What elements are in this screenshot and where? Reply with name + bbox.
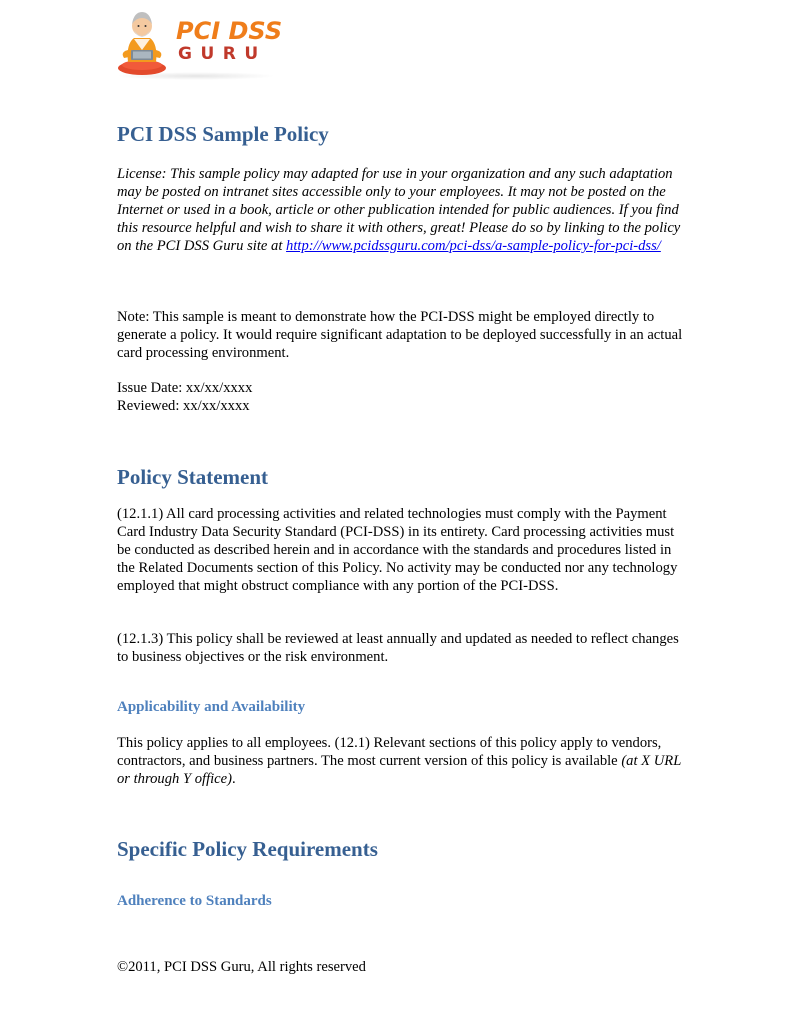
guru-figure-icon [114, 6, 172, 78]
policy-statement-heading: Policy Statement [117, 465, 269, 489]
adherence-heading: Adherence to Standards [117, 893, 272, 909]
logo-title: PCI DSS [176, 17, 283, 45]
applicability-location: (at X URL or through Y office) [117, 753, 682, 787]
applicability-text: This policy applies to all employees. (12.1) Relevant sections of this policy apply to vendors, contractors, and business partners. The most current version of this policy is available [117, 735, 662, 769]
reviewed-date: Reviewed: xx/xx/xxxx [117, 398, 250, 414]
issue-date: Issue Date: xx/xx/xxxx [117, 380, 253, 396]
policy-statement-paragraph-2: (12.1.3) This policy shall be reviewed at least annually and updated as needed to reflect changes to business objectives or the risk environment. [117, 631, 679, 665]
logo-subtitle: GURU [178, 44, 267, 64]
policy-statement-paragraph-1: (12.1.1) All card processing activities and related technologies must comply with the Payment Card Industry Data Security Standard (PCI-DSS) in its entirety. Card processing activities must be conducted as described herein and in accordance with the standards and procedures listed in the Related Documents section of this Policy. No activity may be conducted nor any technology employed that might obstruct compliance with any portion of the PCI-DSS. [117, 506, 678, 594]
copyright-footer: ©2011, PCI DSS Guru, All rights reserved [117, 959, 366, 975]
specific-requirements-heading: Specific Policy Requirements [117, 837, 378, 861]
note-paragraph: Note: This sample is meant to demonstrate how the PCI-DSS might be employed directly to generate a policy. It would require significant adaptation to be deployed successfully in an actual card processing environment. [117, 309, 683, 361]
license-text: License: This sample policy may adapted for use in your organization and any such adaptation may be posted on intranet sites accessible only to your employees. It may not be posted on the Internet or used in a book, article or other publication intended for public audiences. If you find this resource helpful and wish to share it with others, great! Please do so by linking to the policy on the PCI DSS Guru site at [117, 166, 681, 254]
license-paragraph [117, 165, 687, 255]
license-link[interactable]: http://www.pcidssguru.com/pci-dss/a-sample-policy-for-pci-dss/ [286, 238, 661, 254]
applicability-heading: Applicability and Availability [117, 699, 306, 715]
applicability-end: . [232, 771, 236, 787]
pci-dss-guru-logo [112, 2, 282, 82]
applicability-paragraph [117, 734, 687, 788]
document-title: PCI DSS Sample Policy [117, 122, 329, 146]
